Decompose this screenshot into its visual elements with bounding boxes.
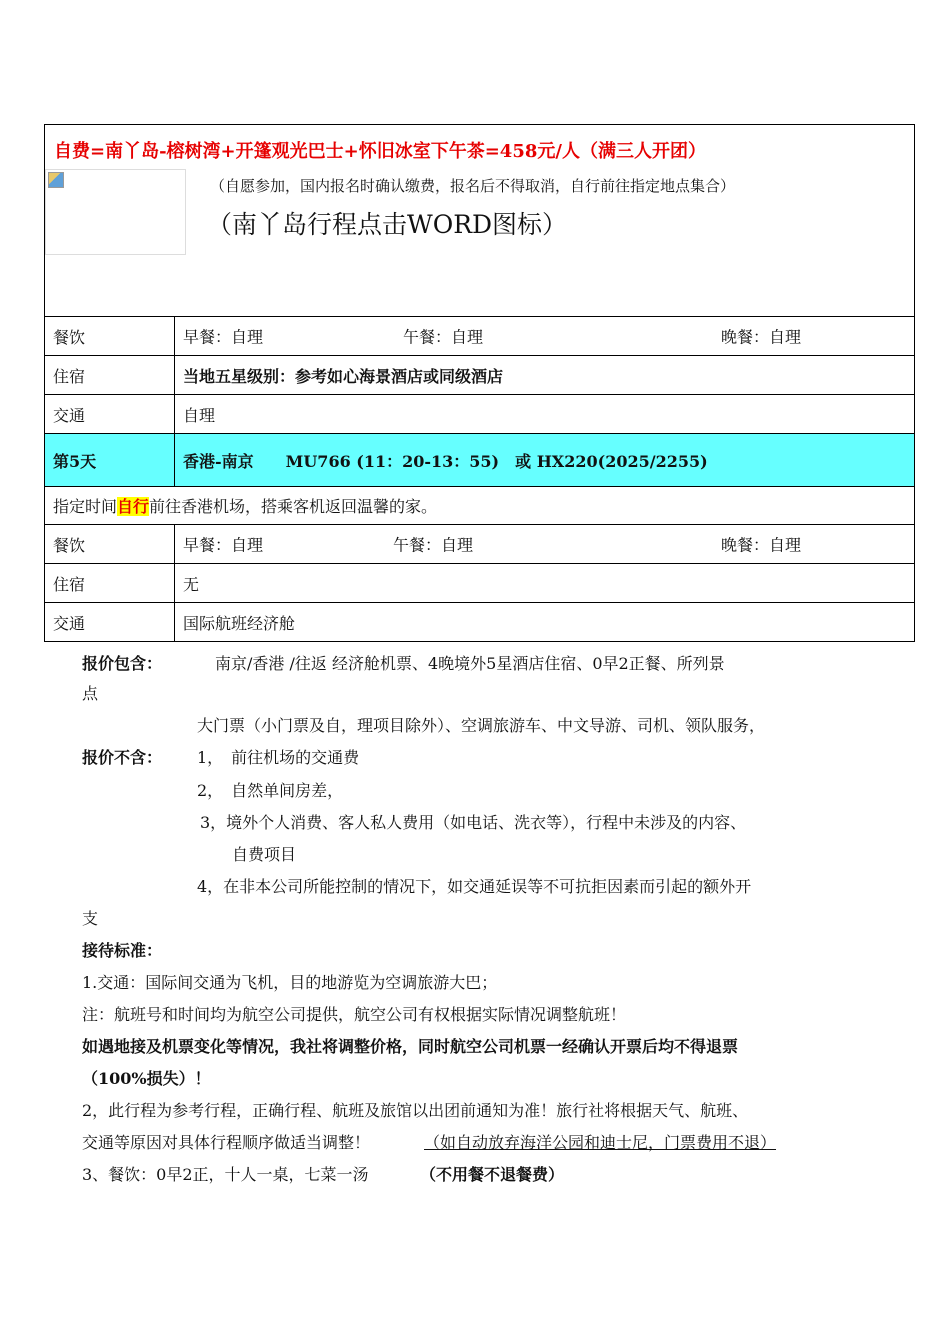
transport-label: 交通: [45, 603, 175, 642]
include-line-1: 南京/香港 /往返 经济舱机票、4晚境外5星酒店住宿、0早2正餐、所列景: [215, 654, 725, 673]
standard-item-2c: （如自动放弃海洋公园和迪士尼，门票费用不退）: [424, 1133, 777, 1152]
hotel-text: 无: [175, 564, 915, 603]
day5-desc-row: [45, 487, 915, 525]
standard-note: 注：航班号和时间均为航空公司提供，航空公司有权根据实际情况调整航班！: [82, 1005, 627, 1024]
broken-image-icon: [48, 172, 64, 188]
exclude-item-4b: 支: [82, 909, 99, 928]
lunch-text: 午餐：自理: [393, 535, 474, 555]
standard-item-3: 3、餐饮：0早2正，十人一桌，七菜一汤: [82, 1165, 369, 1184]
day4-meals-cell: [175, 317, 915, 356]
exclude-label: 报价不含：: [82, 748, 163, 767]
itinerary-table: [44, 124, 915, 642]
desc-highlight: 自行: [117, 497, 150, 516]
transport-text: 自理: [175, 395, 915, 434]
day-label: 第5天: [45, 434, 175, 487]
include-label: 报价包含：: [82, 654, 163, 673]
include-line-1b: 点: [82, 684, 99, 703]
word-icon-image[interactable]: [45, 169, 186, 255]
day5-description: [45, 487, 915, 525]
desc-text-before: 指定时间: [53, 497, 118, 516]
exclude-item-3: 3，境外个人消费、客人私人费用（如电话、洗衣等），行程中未涉及的内容、: [200, 813, 747, 832]
breakfast-text: 早餐：自理: [183, 535, 264, 555]
transport-label: 交通: [45, 395, 175, 434]
exclude-item-4: 4，在非本公司所能控制的情况下，如交通延误等不可抗拒因素而引起的额外开: [197, 877, 752, 896]
day4-hotel-row: [45, 356, 915, 395]
desc-text-after: 前往香港机场，搭乘客机返回温馨的家。: [149, 497, 438, 516]
dinner-text: 晚餐：自理: [721, 535, 802, 555]
optional-tour-title: 自费=南丫岛-榕树湾+开篷观光巴士+怀旧冰室下午茶=458元/人（满三人开团）: [54, 141, 706, 162]
day4-meals-row: [45, 317, 915, 356]
standard-item-3b: （不用餐不退餐费）: [420, 1165, 565, 1184]
refund-warning: 如遇地接及机票变化等情况，我社将调整价格，同时航空公司机票一经确认开票后均不得退票: [82, 1037, 739, 1056]
transport-text: 国际航班经济舱: [175, 603, 915, 642]
day5-meals-row: [45, 525, 915, 564]
optional-tour-row: [45, 125, 915, 317]
day5-transport-row: [45, 603, 915, 642]
exclude-item-3b: 自费项目: [232, 845, 297, 864]
meals-label: 餐饮: [45, 317, 175, 356]
standard-item-2b: 交通等原因对具体行程顺序做适当调整！: [82, 1133, 371, 1152]
lunch-text: 午餐：自理: [403, 327, 484, 347]
day5-header-row: [45, 434, 915, 487]
day-route: 香港-南京 MU766 (11：20-13：55) 或 HX220(2025/2255): [175, 434, 915, 487]
standard-item-1: 1.交通：国际间交通为飞机，目的地游览为空调旅游大巴；: [82, 973, 498, 992]
include-line-2: 大门票（小门票及自，理项目除外）、空调旅游车、中文导游、司机、领队服务，: [197, 716, 766, 735]
standard-label: 接待标准：: [82, 941, 163, 960]
hotel-text: 当地五星级别：参考如心海景酒店或同级酒店: [175, 356, 915, 395]
optional-tour-cell: [45, 125, 915, 317]
day5-meals-cell: [175, 525, 915, 564]
breakfast-text: 早餐：自理: [183, 327, 264, 347]
standard-item-2: 2，此行程为参考行程，正确行程、航班及旅馆以出团前通知为准！旅行社将根据天气、航班、: [82, 1101, 749, 1120]
day5-hotel-row: [45, 564, 915, 603]
day4-transport-row: [45, 395, 915, 434]
hotel-label: 住宿: [45, 564, 175, 603]
exclude-item-1: 1， 前往机场的交通费: [197, 748, 360, 767]
optional-tour-note: （自愿参加，国内报名时确认缴费，报名后不得取消，自行前往指定地点集合）: [210, 177, 736, 195]
optional-tour-subtitle: （南丫岛行程点击WORD图标）: [207, 210, 568, 239]
dinner-text: 晚餐：自理: [721, 327, 802, 347]
exclude-item-2: 2， 自然单间房差，: [197, 781, 344, 800]
refund-warning-2: （100%损失）！: [82, 1069, 211, 1088]
meals-label: 餐饮: [45, 525, 175, 564]
hotel-label: 住宿: [45, 356, 175, 395]
